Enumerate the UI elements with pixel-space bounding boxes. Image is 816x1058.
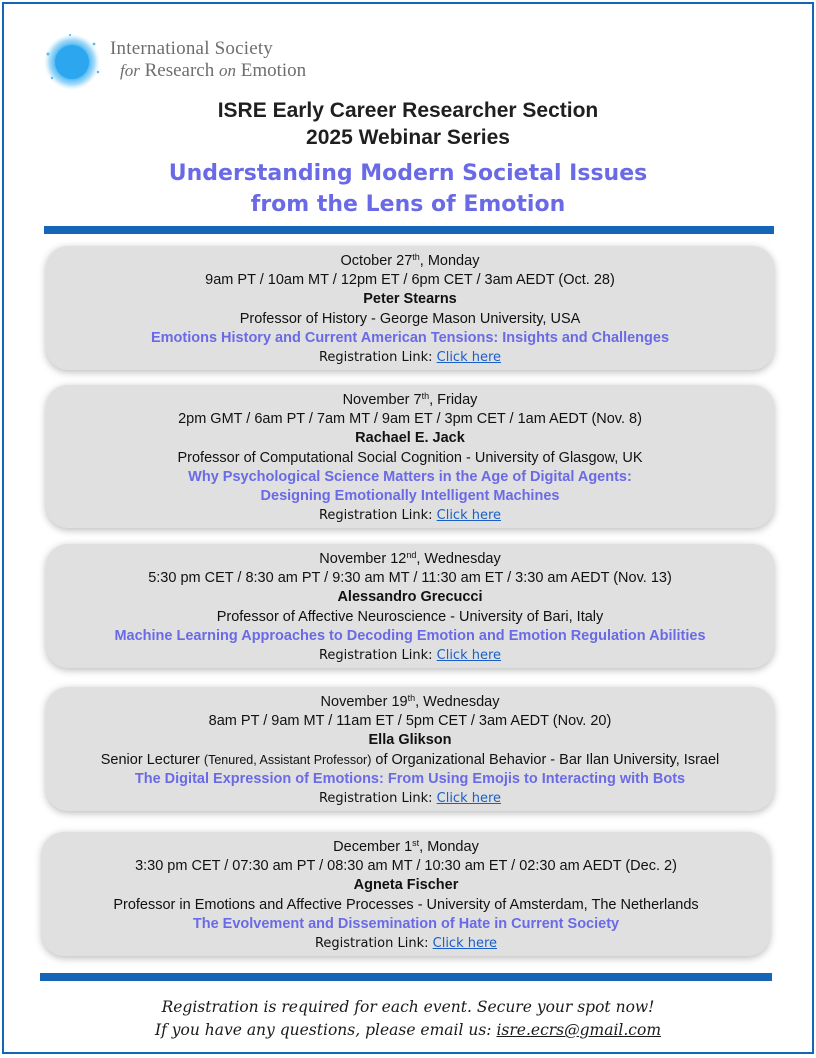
speaker-affiliation: Professor of Affective Neuroscience - University of Bari, Italy [216, 608, 604, 625]
registration-link[interactable]: Click here [432, 936, 498, 952]
event-date: December 1st, Monday [333, 838, 479, 855]
talk-title-line2: Designing Emotionally Intelligent Machines [260, 488, 560, 505]
bottom-divider [40, 973, 772, 981]
org-name-on: on [218, 61, 236, 80]
subtitle-line1: Understanding Modern Societal Issues [168, 161, 648, 186]
speaker-affiliation: Professor of History - George Mason University, USA [239, 310, 581, 327]
registration-line: Registration Link: Click here [318, 508, 502, 524]
registration-line: Registration Link: Click here [318, 648, 502, 664]
registration-link[interactable]: Click here [436, 791, 502, 807]
talk-title: Emotions History and Current American Tensions: Insights and Challenges [150, 329, 670, 346]
series-subtitle [4, 158, 812, 220]
event-times: 8am PT / 9am MT / 11am ET / 5pm CET / 3am AEDT (Nov. 20) [208, 713, 612, 730]
event-card-2 [46, 385, 774, 528]
registration-line: Registration Link: Click here [314, 936, 498, 952]
event-date: November 12nd, Wednesday [319, 550, 501, 567]
registration-link[interactable]: Click here [436, 350, 502, 366]
emotion-splash-icon [40, 32, 104, 92]
event-date: October 27th, Monday [340, 252, 480, 269]
top-divider [44, 226, 774, 234]
event-times: 9am PT / 10am MT / 12pm ET / 6pm CET / 3am AEDT (Oct. 28) [205, 272, 615, 289]
speaker-name: Ella Glikson [368, 732, 452, 749]
speaker-name: Rachael E. Jack [355, 430, 465, 447]
event-card-5 [42, 832, 770, 956]
subtitle-line2: from the Lens of Emotion [250, 192, 566, 217]
org-name-research: Research [144, 60, 215, 81]
event-card-4 [46, 687, 774, 811]
talk-title-line1: Why Psychological Science Matters in the Age of Digital Agents: [188, 468, 632, 485]
title-line2: 2025 Webinar Series [306, 126, 510, 149]
registration-line: Registration Link: Click here [318, 350, 502, 366]
speaker-affiliation: Professor in Emotions and Affective Processes - University of Amsterdam, The Netherlands [113, 896, 699, 913]
org-name-line1: International Society [110, 38, 274, 59]
talk-title: The Evolvement and Dissemination of Hate in Current Society [192, 915, 620, 932]
speaker-affiliation: Senior Lecturer (Tenured, Assistant Professor) of Organizational Behavior - Bar Ilan University, Israel [100, 751, 720, 768]
speaker-name: Agneta Fischer [353, 877, 459, 894]
registration-link[interactable]: Click here [436, 508, 502, 524]
page-title [4, 97, 812, 151]
event-card-3 [46, 544, 774, 668]
speaker-name: Alessandro Grecucci [337, 589, 483, 606]
footer-line1: Registration is required for each event. Secure your spot now! [161, 998, 655, 1016]
event-times: 3:30 pm CET / 07:30 am PT / 08:30 am MT / 10:30 am ET / 02:30 am AEDT (Dec. 2) [135, 858, 677, 875]
isre-logo [40, 32, 340, 92]
speaker-affiliation: Professor of Computational Social Cognition - University of Glasgow, UK [177, 449, 643, 466]
event-date: November 7th, Friday [342, 391, 478, 408]
title-line1: ISRE Early Career Researcher Section [217, 99, 599, 122]
flyer-page [2, 2, 814, 1054]
event-times: 2pm GMT / 6am PT / 7am MT / 9am ET / 3pm CET / 1am AEDT (Nov. 8) [178, 411, 642, 428]
org-name-line2 [120, 60, 306, 82]
event-times: 5:30 pm CET / 8:30 am PT / 9:30 am MT / 11:30 am ET / 3:30 am AEDT (Nov. 13) [148, 570, 672, 587]
footer-note [4, 996, 812, 1042]
event-date: November 19th, Wednesday [320, 693, 500, 710]
event-card-1 [46, 246, 774, 370]
talk-title: Machine Learning Approaches to Decoding Emotion and Emotion Regulation Abilities [114, 627, 706, 644]
registration-link[interactable]: Click here [436, 648, 502, 664]
speaker-name: Peter Stearns [363, 291, 457, 308]
talk-title: The Digital Expression of Emotions: From Using Emojis to Interacting with Bots [134, 770, 686, 787]
registration-line: Registration Link: Click here [318, 791, 502, 807]
org-name-emotion: Emotion [240, 60, 307, 81]
contact-email-link[interactable]: isre.ecrs@gmail.com [496, 1021, 662, 1039]
footer-line2: If you have any questions, please email us: isre.ecrs@gmail.com [154, 1021, 662, 1039]
org-name-for: for [120, 61, 140, 80]
